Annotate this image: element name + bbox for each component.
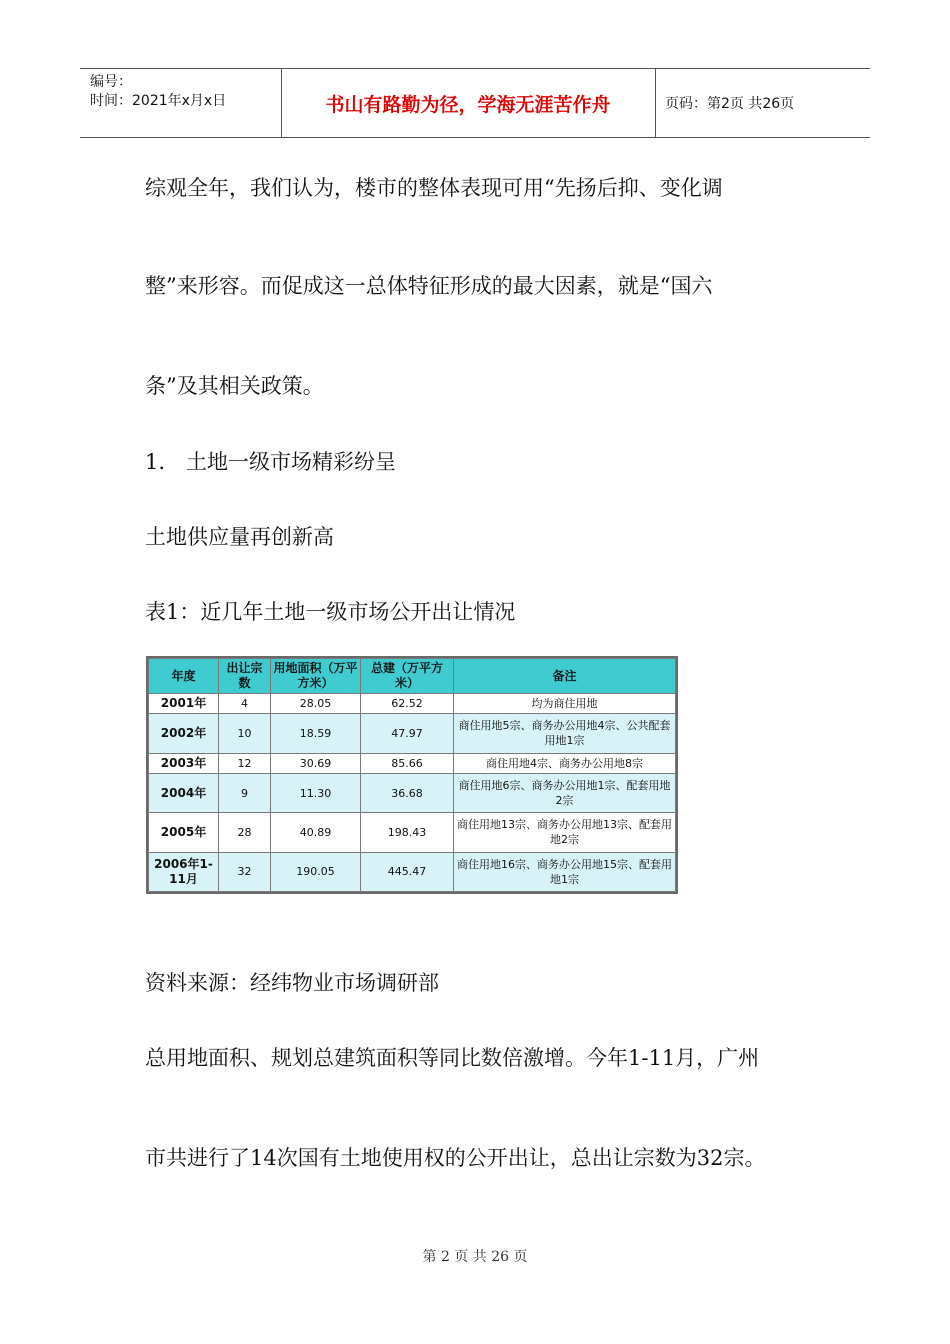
- cell-area: 28.05: [271, 694, 361, 714]
- column-header-note: 备注: [454, 659, 676, 694]
- column-header-built: 总建（万平方米）: [361, 659, 454, 694]
- date-label: 时间：2021年x月x日: [90, 93, 227, 109]
- body-paragraph: 整”来形容。而促成这一总体特征形成的最大因素，就是“国六: [145, 274, 713, 298]
- body-paragraph: 综观全年，我们认为，楼市的整体表现可用“先扬后抑、变化调: [145, 176, 723, 200]
- cell-note: 商住用地6宗、商务办公用地1宗、配套用地2宗: [454, 773, 676, 812]
- cell-built: 445.47: [361, 852, 454, 891]
- table-row: [149, 694, 676, 714]
- land-transfer-table: [146, 656, 678, 894]
- table-row: [149, 714, 676, 753]
- cell-year: 2004年: [149, 773, 219, 812]
- subsection-heading: 土地供应量再创新高: [145, 525, 334, 549]
- cell-year: 2003年: [149, 753, 219, 773]
- cell-built: 36.68: [361, 773, 454, 812]
- page-footer: 第 2 页 共 26 页: [422, 1249, 528, 1265]
- cell-built: 62.52: [361, 694, 454, 714]
- body-paragraph: 条”及其相关政策。: [145, 374, 324, 398]
- cell-year: 2002年: [149, 714, 219, 753]
- serial-number-label: 编号：: [90, 74, 132, 90]
- cell-built: 85.66: [361, 753, 454, 773]
- cell-note: 商住用地5宗、商务办公用地4宗、公共配套用地1宗: [454, 714, 676, 753]
- column-header-year: 年度: [149, 659, 219, 694]
- cell-built: 47.97: [361, 714, 454, 753]
- header-page-info: 页码：第2页 共26页: [665, 96, 795, 112]
- column-header-count: 出让宗数: [219, 659, 271, 694]
- table-header-row: [149, 659, 676, 694]
- page-header: [80, 68, 870, 138]
- cell-count: 10: [219, 714, 271, 753]
- header-divider: [655, 69, 656, 137]
- cell-count: 4: [219, 694, 271, 714]
- cell-built: 198.43: [361, 813, 454, 852]
- table-row: [149, 773, 676, 812]
- cell-area: 30.69: [271, 753, 361, 773]
- cell-area: 11.30: [271, 773, 361, 812]
- cell-count: 9: [219, 773, 271, 812]
- section-heading: 1. 土地一级市场精彩纷呈: [145, 450, 397, 474]
- cell-note: 均为商住用地: [454, 694, 676, 714]
- body-paragraph: 市共进行了14次国有土地使用权的公开出让，总出让宗数为32宗。: [145, 1146, 766, 1170]
- cell-note: 商住用地16宗、商务办公用地15宗、配套用地1宗: [454, 852, 676, 891]
- cell-count: 28: [219, 813, 271, 852]
- cell-count: 12: [219, 753, 271, 773]
- column-header-area: 用地面积（万平方米）: [271, 659, 361, 694]
- body-paragraph: 总用地面积、规划总建筑面积等同比数倍激增。今年1-11月，广州: [145, 1046, 760, 1070]
- source-note: 资料来源：经纬物业市场调研部: [145, 971, 439, 995]
- table-row: [149, 852, 676, 891]
- table-caption: 表1：近几年土地一级市场公开出让情况: [145, 600, 516, 624]
- table-row: [149, 753, 676, 773]
- cell-note: 商住用地4宗、商务办公用地8宗: [454, 753, 676, 773]
- cell-year: 2001年: [149, 694, 219, 714]
- cell-area: 40.89: [271, 813, 361, 852]
- cell-count: 32: [219, 852, 271, 891]
- table-row: [149, 813, 676, 852]
- header-motto: 书山有路勤为径，学海无涯苦作舟: [325, 93, 611, 116]
- cell-note: 商住用地13宗、商务办公用地13宗、配套用地2宗: [454, 813, 676, 852]
- cell-area: 190.05: [271, 852, 361, 891]
- cell-year: 2005年: [149, 813, 219, 852]
- cell-area: 18.59: [271, 714, 361, 753]
- cell-year: 2006年1-11月: [149, 852, 219, 891]
- header-left-info: [90, 73, 280, 111]
